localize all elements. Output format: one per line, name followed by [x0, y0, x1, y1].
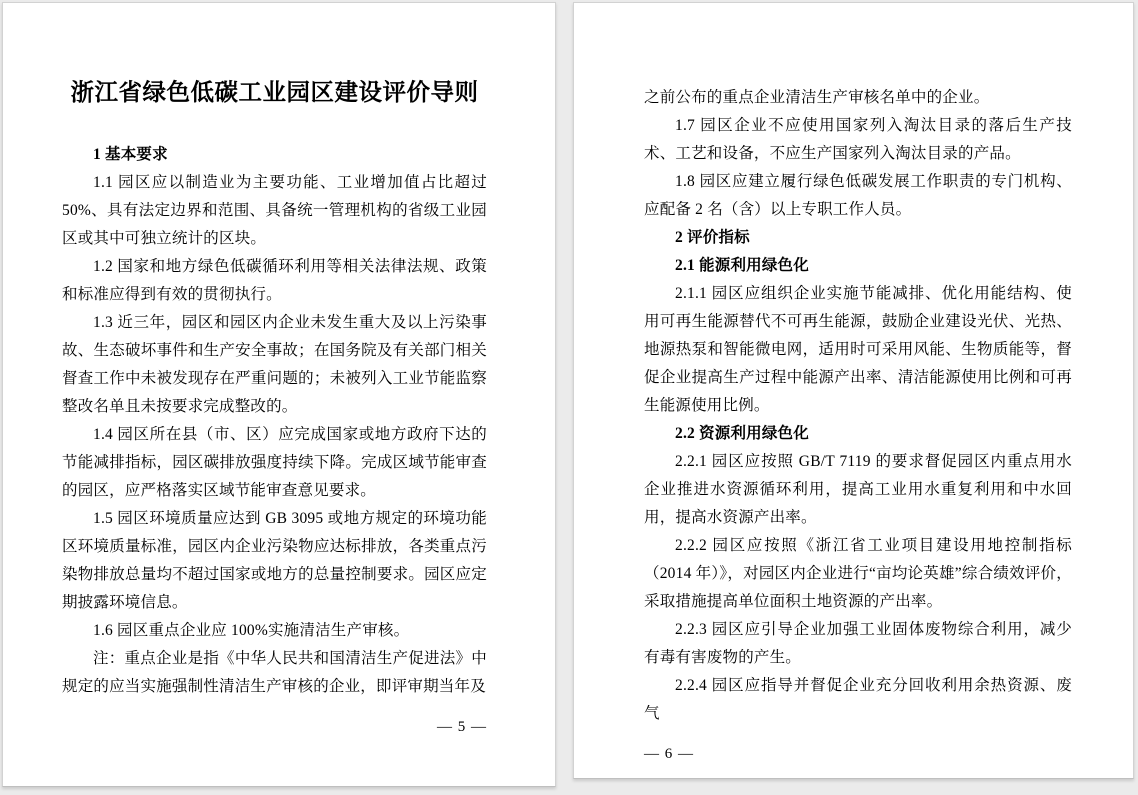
paragraph: 1.4 园区所在县（市、区）应完成国家或地方政府下达的节能减排指标，园区碳排放强度持续下降。完成区域节能审查的园区，应严格落实区域节能审查意见要求。 [62, 426, 487, 499]
paragraph: 1.3 近三年，园区和园区内企业未发生重大及以上污染事故、生态破坏事件和生产安全事故；在国务院及有关部门相关督查工作中未被发现存在严重问题的；未被列入工业节能监察整改名单且未按要求完成整改的。 [62, 314, 487, 415]
paragraph: 1.2 国家和地方绿色低碳循环利用等相关法律法规、政策和标准应得到有效的贯彻执行。 [62, 258, 487, 303]
section-heading: 1 基本要求 [93, 146, 168, 163]
document-page-5 [2, 2, 556, 787]
subsection-heading: 2.2 资源利用绿色化 [675, 425, 809, 442]
section-heading: 2 评价指标 [675, 229, 750, 246]
paragraph: 1.6 园区重点企业应 100%实施清洁生产审核。 [93, 622, 410, 639]
paragraph: 1.7 园区企业不应使用国家列入淘汰目录的落后生产技术、工艺和设备，不应生产国家列入淘汰目录的产品。 [644, 117, 1072, 162]
paragraph: 2.2.4 园区应指导并督促企业充分回收利用余热资源、废气 [644, 677, 1072, 722]
paragraph: 1.5 园区环境质量应达到 GB 3095 或地方规定的环境功能区环境质量标准，园区内企业污染物应达标排放，各类重点污染物排放总量均不超过国家或地方的总量控制要求。园区应定期披露环境信息。 [62, 510, 487, 611]
paragraph: 2.2.2 园区应按照《浙江省工业项目建设用地控制指标（2014 年）》，对园区内企业进行“亩均论英雄”综合绩效评价，采取措施提高单位面积土地资源的产出率。 [644, 537, 1072, 610]
paragraph: 注：重点企业是指《中华人民共和国清洁生产促进法》中规定的应当实施强制性清洁生产审核的企业，即评审期当年及 [62, 650, 487, 695]
paragraph: 2.2.1 园区应按照 GB/T 7119 的要求督促园区内重点用水企业推进水资源循环利用，提高工业用水重复利用和中水回用，提高水资源产出率。 [644, 453, 1072, 526]
paragraph: 1.1 园区应以制造业为主要功能、工业增加值占比超过50%、具有法定边界和范围、具备统一管理机构的省级工业园区或其中可独立统计的区块。 [62, 174, 487, 247]
paragraph-continued: 之前公布的重点企业清洁生产审核名单中的企业。 [644, 89, 990, 106]
page-number: — 6 — [644, 746, 694, 762]
subsection-heading: 2.1 能源利用绿色化 [675, 257, 809, 274]
paragraph: 2.1.1 园区应组织企业实施节能减排、优化用能结构、使用可再生能源替代不可再生能源，鼓励企业建设光伏、光热、地源热泵和智能微电网，适用时可采用风能、生物质能等，督促企业提高生产过程中能源产出率、清洁能源使用比例和可再生能源使用比例。 [644, 285, 1072, 414]
paragraph: 1.8 园区应建立履行绿色低碳发展工作职责的专门机构、应配备 2 名（含）以上专职工作人员。 [644, 173, 1072, 218]
page-number: — 5 — [437, 719, 487, 735]
paragraph: 2.2.3 园区应引导企业加强工业固体废物综合利用，减少有毒有害废物的产生。 [644, 621, 1072, 666]
document-page-6 [573, 2, 1134, 779]
document-title: 浙江省绿色低碳工业园区建设评价导则 [70, 80, 479, 106]
